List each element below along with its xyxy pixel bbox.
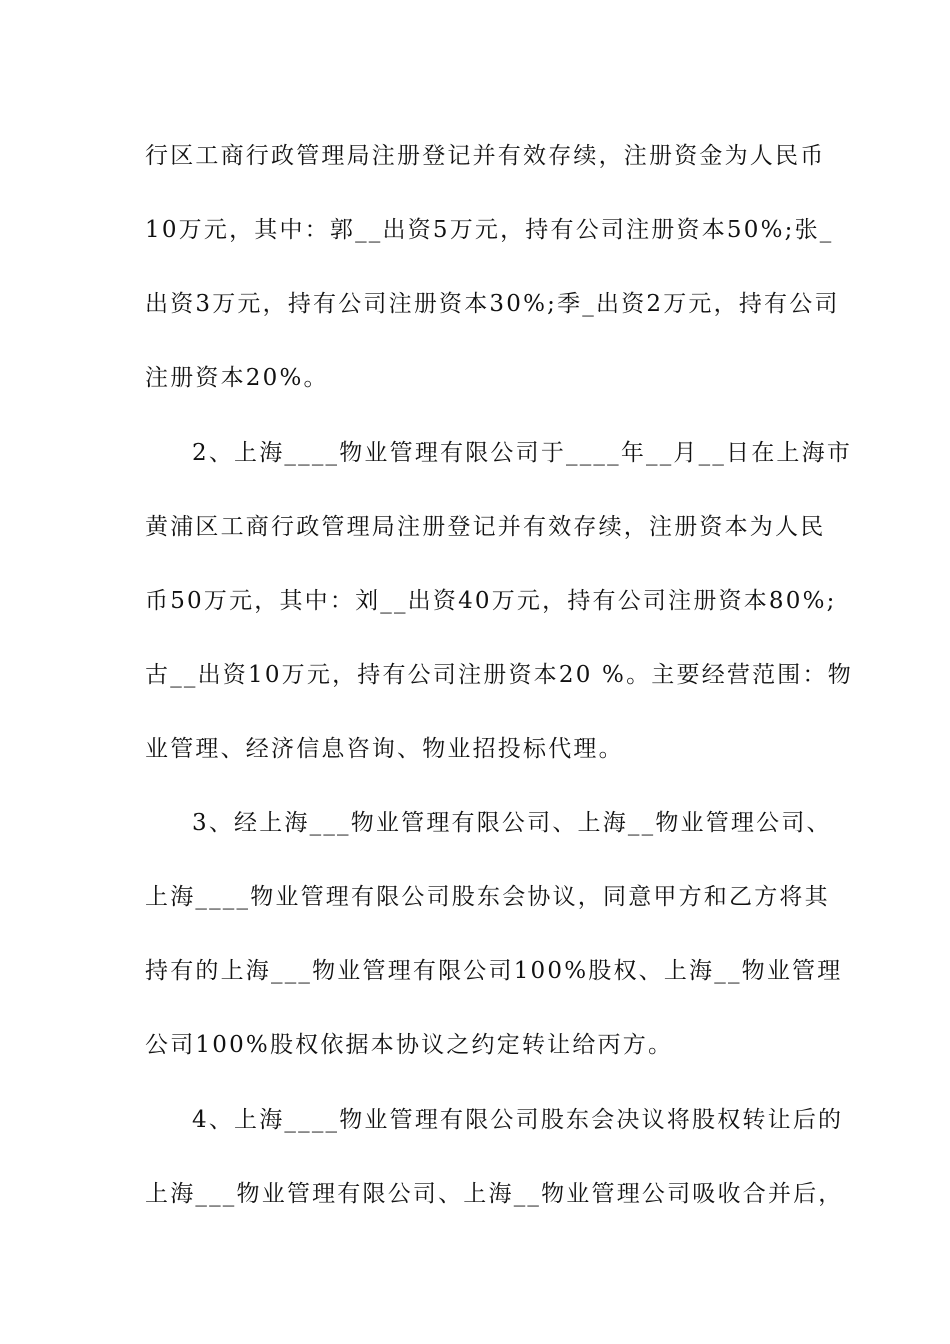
text-line: 行区工商行政管理局注册登记并有效存续，注册资金为人民币 (145, 143, 826, 169)
text-line: 公司100%股权依据本协议之约定转让给丙方。 (145, 1032, 674, 1058)
paragraph-start-line: 4、上海____物业管理有限公司股东会决议将股权转让后的 (192, 1107, 844, 1133)
text-line: 上海____物业管理有限公司股东会协议，同意甲方和乙方将其 (145, 884, 830, 910)
text-line: 业管理、经济信息咨询、物业招投标代理。 (145, 736, 624, 762)
text-line: 持有的上海___物业管理有限公司100%股权、上海__物业管理 (145, 958, 843, 984)
text-line: 注册资本20%。 (145, 365, 329, 391)
text-line: 上海___物业管理有限公司、上海__物业管理公司吸收合并后， (145, 1181, 844, 1207)
paragraph-start-line: 2、上海____物业管理有限公司于____年__月__日在上海市 (192, 440, 853, 466)
paragraph-start-line: 3、经上海___物业管理有限公司、上海__物业管理公司、 (192, 810, 832, 836)
text-line: 币50万元，其中：刘__出资40万元，持有公司注册资本80%; (145, 588, 837, 614)
text-line: 黄浦区工商行政管理局注册登记并有效存续，注册资本为人民 (145, 514, 826, 540)
text-line: 古__出资10万元，持有公司注册资本20 %。主要经营范围：物 (145, 662, 853, 688)
text-line: 10万元，其中：郭__出资5万元，持有公司注册资本50%;张_ (145, 217, 834, 243)
text-line: 出资3万元，持有公司注册资本30%;季_出资2万元，持有公司 (145, 291, 840, 317)
